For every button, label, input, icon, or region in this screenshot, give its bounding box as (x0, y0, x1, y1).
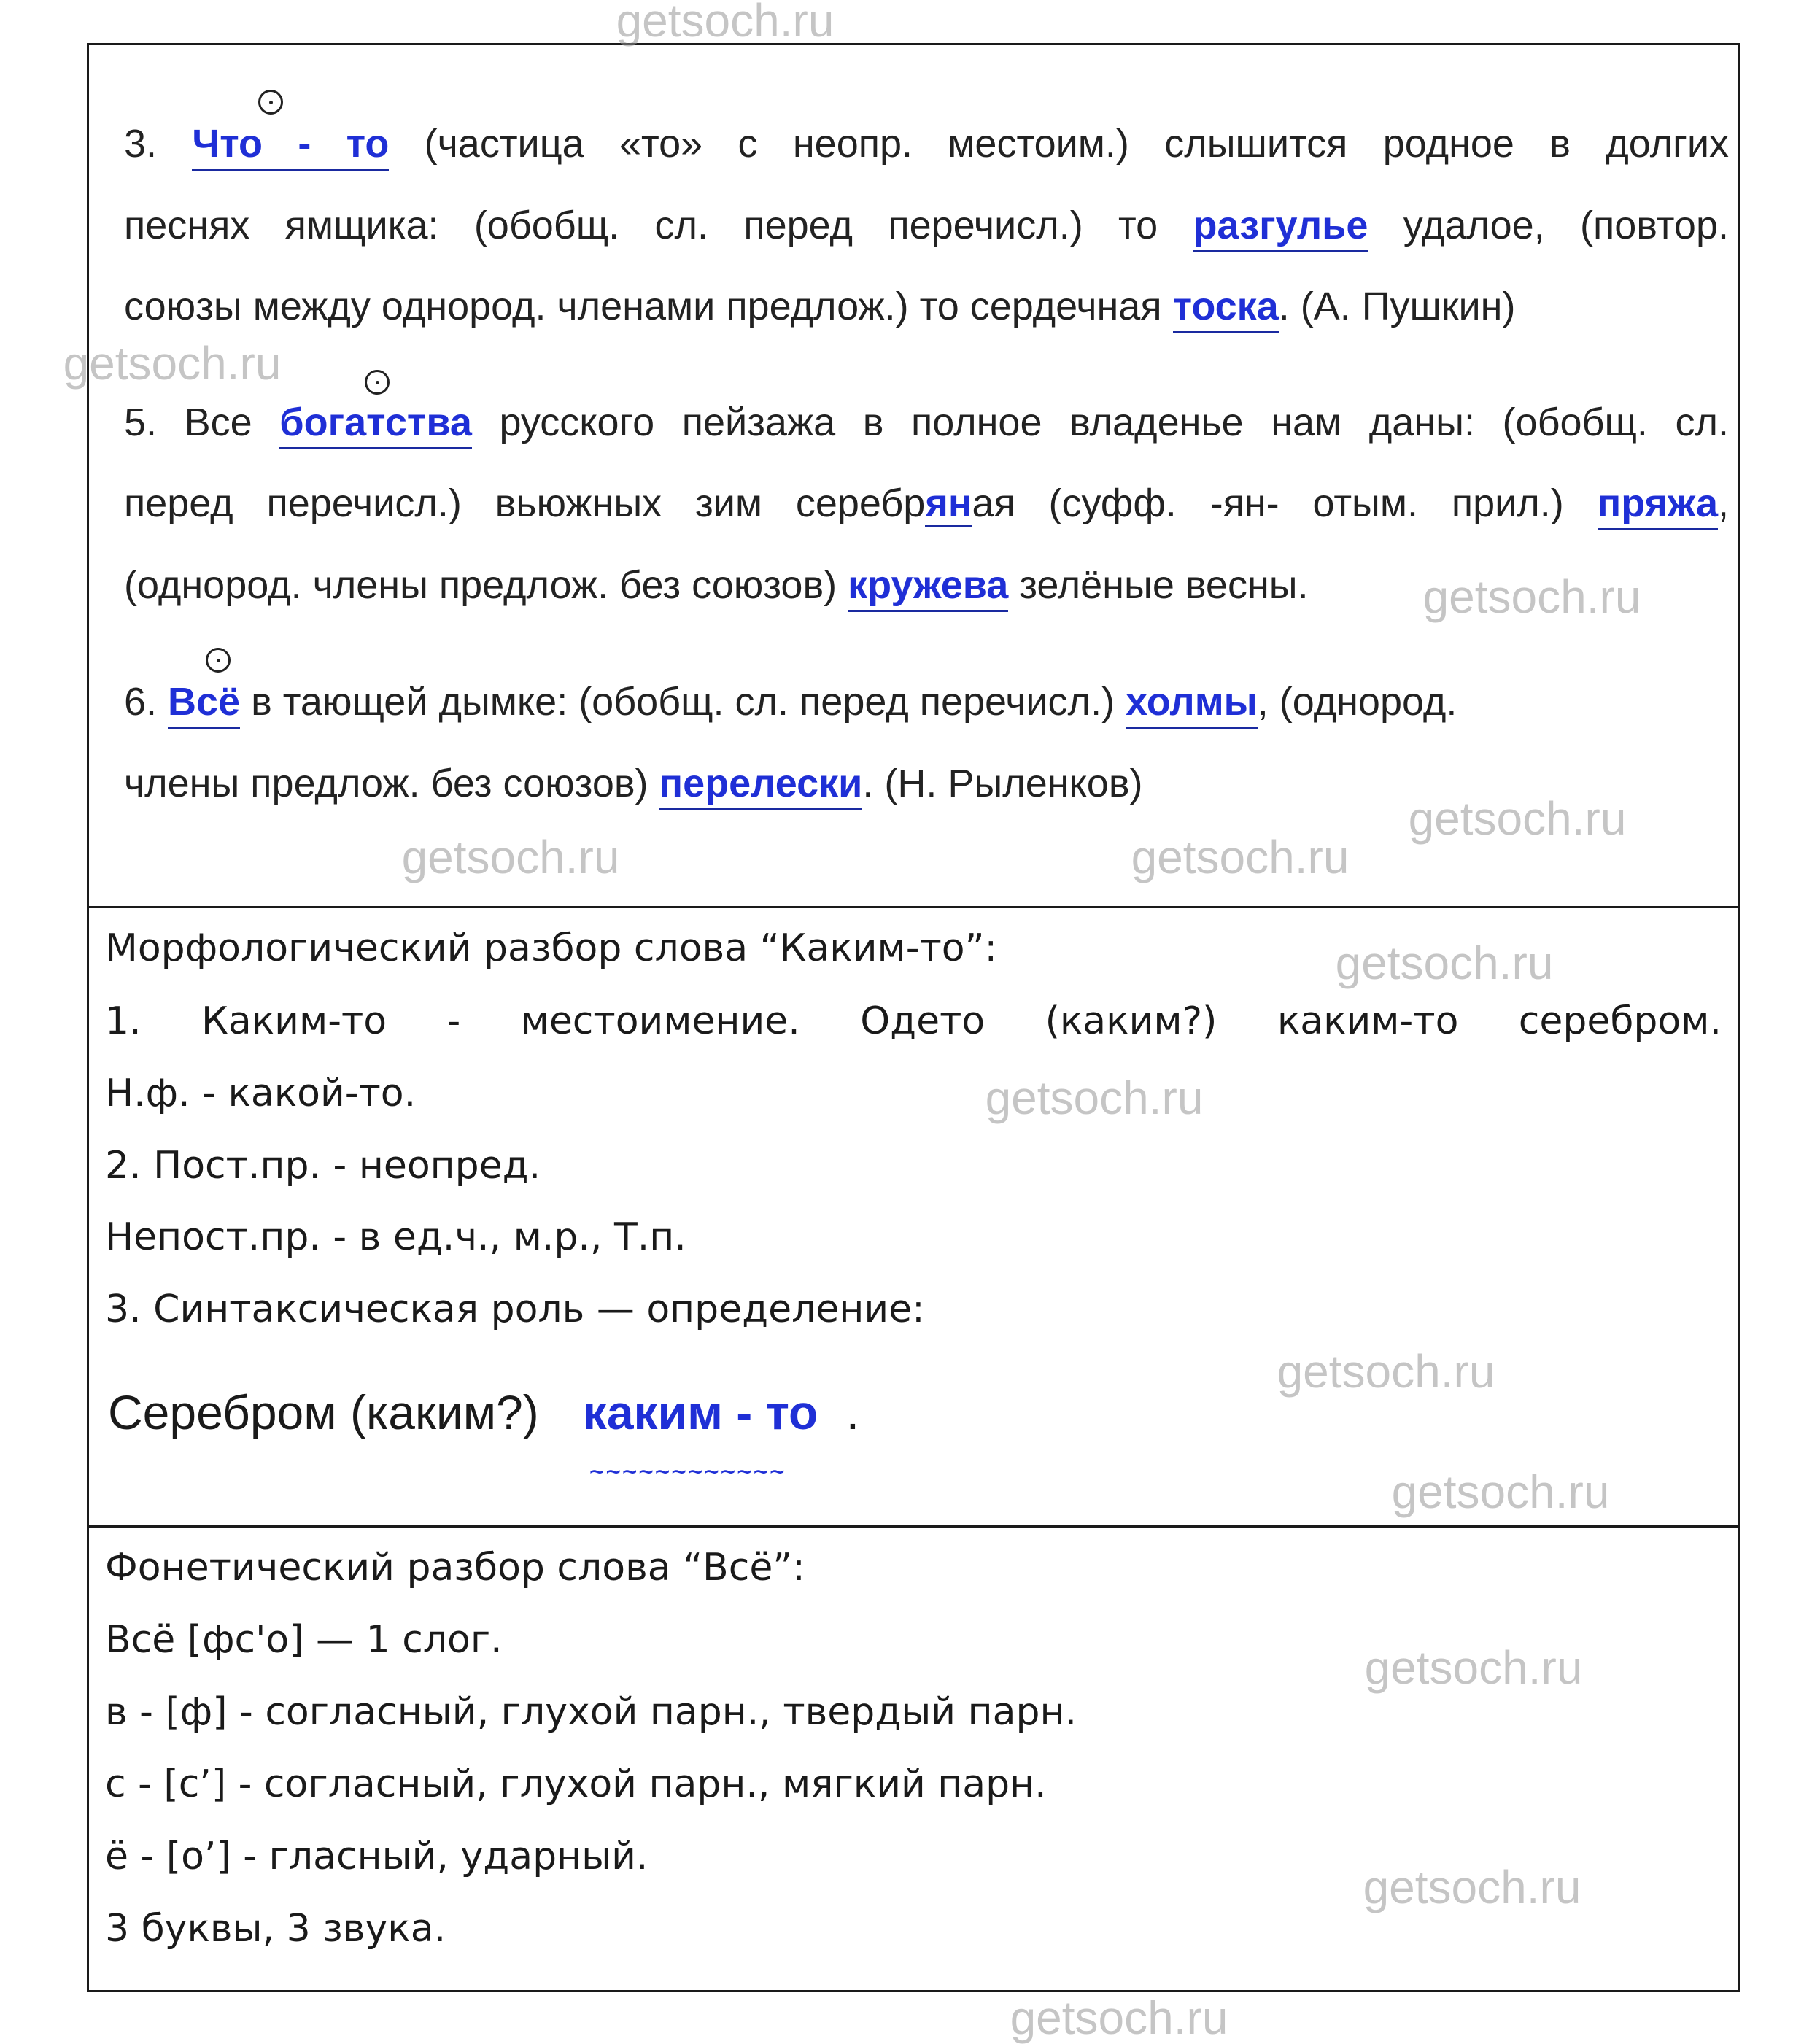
watermark-text: getsoch.ru (1364, 1641, 1583, 1694)
text-segment: ая (суфф. -ян- отым. прил.) (972, 481, 1598, 525)
morph-line: Н.ф. - какой-то. (105, 1072, 417, 1115)
highlighted-word: кружева (848, 563, 1008, 612)
text-segment: зелёные весны. (1008, 563, 1309, 607)
text-line (124, 680, 1457, 724)
watermark-text: getsoch.ru (63, 337, 282, 390)
text-segment: удалое, (повтор. (1368, 204, 1729, 247)
phonetic-line: 3 буквы, 3 звука. (105, 1907, 446, 1951)
watermark-text: getsoch.ru (1391, 1466, 1610, 1518)
text-line (124, 481, 1729, 525)
highlighted-word: холмы (1126, 680, 1258, 729)
example-sentence (108, 1386, 859, 1439)
text-segment: 6. (124, 680, 169, 724)
stress-circle-icon (258, 90, 283, 115)
text-segment: (частица «то» с неопр. местоим.) слышится родное в долгих (389, 122, 1730, 166)
watermark-text: getsoch.ru (1363, 1861, 1581, 1913)
phonetic-line: ё - [о’] - гласный, ударный. (105, 1835, 648, 1878)
text-segment: в тающей дымке: (обобщ. сл. перед перечисл.) (240, 680, 1126, 724)
text-line (124, 122, 1730, 166)
text-line (124, 284, 1516, 328)
morph-line: 1. Каким-то - местоимение. Одето (каким?) каким-то серебром. (105, 999, 1722, 1043)
highlighted-word: перелески (659, 762, 863, 810)
wavy-underline: ~~~~~~~~~~~~ (589, 1457, 786, 1486)
text-line (124, 764, 1143, 803)
watermark-text: getsoch.ru (1277, 1345, 1495, 1398)
text-segment: русского пейзажа в полное владенье нам даны: (обобщ. сл. (471, 400, 1729, 444)
morph-title: Морфологический разбор слова “Каким-то”: (105, 926, 998, 970)
morph-line: 2. Пост.пр. - неопред. (105, 1144, 541, 1188)
divider (87, 906, 1740, 908)
text-segment: 5. Все (124, 400, 280, 444)
stress-circle-icon (206, 648, 231, 673)
text-segment: . (А. Пушкин) (1278, 284, 1516, 328)
phonetic-line: с - [с’] - согласный, глухой парн., мягкий парн. (105, 1762, 1047, 1806)
text-segment: , (1717, 481, 1729, 525)
text-segment: перед перечисл.) вьюжных зим серебр (124, 481, 926, 525)
highlighted-word: Что - то (192, 122, 389, 171)
text-segment: 3. (124, 122, 193, 166)
phonetic-line: в - [ф] - согласный, глухой парн., твердый парн. (105, 1690, 1077, 1734)
text-line (124, 565, 1309, 605)
morph-line: Непост.пр. - в ед.ч., м.р., Т.п. (105, 1215, 686, 1259)
text-line (124, 206, 1729, 245)
highlighted-word: пряжа (1598, 481, 1718, 530)
text-segment: члены предлож. без союзов) (124, 762, 659, 805)
divider (87, 1525, 1740, 1528)
watermark-text: getsoch.ru (1408, 792, 1627, 845)
watermark-text: getsoch.ru (401, 831, 620, 883)
text-segment: . (Н. Рыленков) (862, 762, 1143, 805)
morph-line: 3. Синтаксическая роль — определение: (105, 1288, 925, 1331)
text-segment: песнях ямщика: (обобщ. сл. перед перечисл.) то (124, 204, 1193, 247)
watermark-text: getsoch.ru (1010, 1991, 1228, 2044)
watermark-text: getsoch.ru (1335, 937, 1554, 989)
example-end: . (845, 1385, 860, 1439)
text-segment: (однород. члены предлож. без союзов) (124, 563, 848, 607)
text-segment: союзы между однород. членами предлож.) то сердечная (124, 284, 1173, 328)
highlighted-word: Всё (168, 680, 240, 729)
watermark-text: getsoch.ru (985, 1072, 1204, 1124)
phonetic-line: Всё [фс'о] — 1 слог. (105, 1618, 503, 1662)
watermark-text: getsoch.ru (616, 0, 835, 47)
text-line (124, 400, 1729, 444)
highlighted-word: разгулье (1193, 204, 1368, 252)
example-plain: Серебром (каким?) (108, 1385, 539, 1439)
highlighted-word: богатства (279, 400, 472, 449)
phonetic-title: Фонетический разбор слова “Всё”: (105, 1546, 805, 1590)
stress-circle-icon (365, 370, 390, 395)
highlighted-word: ян (925, 481, 972, 527)
watermark-text: getsoch.ru (1422, 570, 1641, 623)
highlighted-word: тоска (1173, 284, 1279, 333)
text-segment: , (однород. (1257, 680, 1457, 724)
watermark-text: getsoch.ru (1131, 831, 1350, 883)
example-word: каким - то (582, 1385, 818, 1439)
